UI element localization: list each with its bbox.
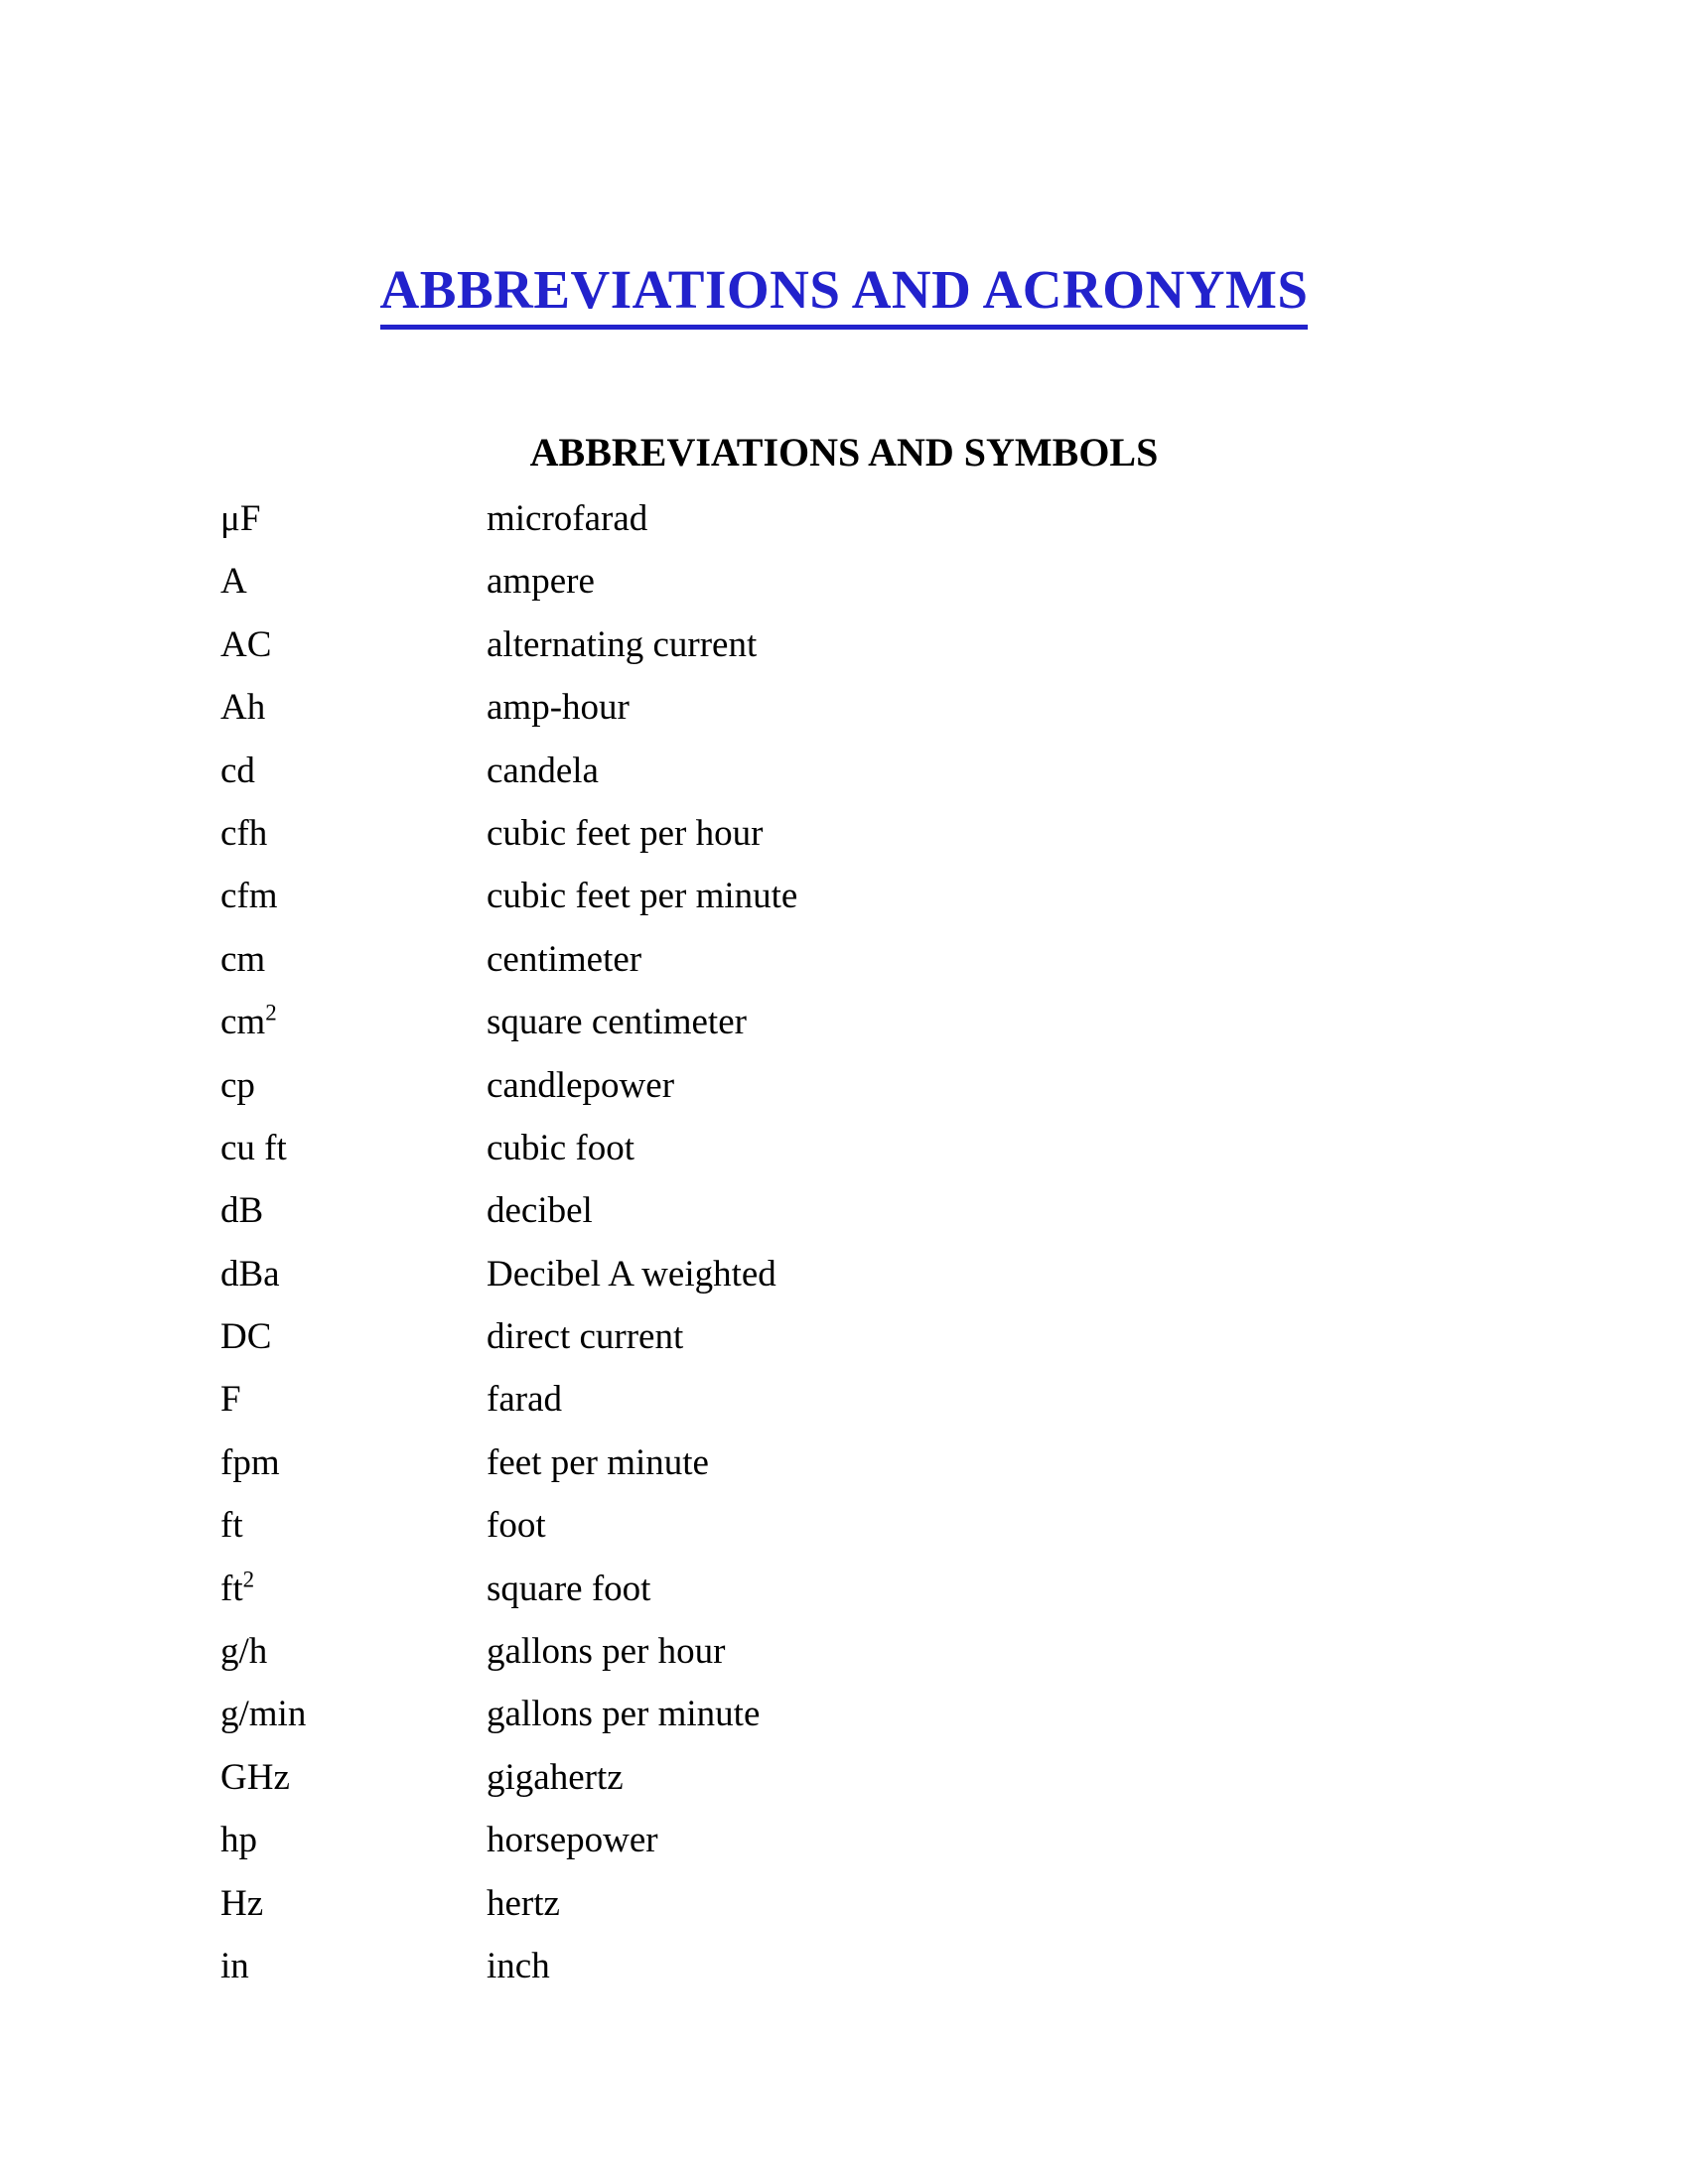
definition-text: alternating current xyxy=(487,623,758,665)
abbreviation-text: cu ft xyxy=(220,1127,287,1168)
abbreviation-label xyxy=(220,1117,487,1179)
list-item xyxy=(220,1935,1609,1997)
abbreviation-label xyxy=(220,1494,487,1557)
abbreviation-text: cfh xyxy=(220,812,268,854)
abbreviation-text: cm xyxy=(220,938,266,980)
abbreviation-label xyxy=(220,1243,487,1305)
list-item xyxy=(220,1432,1609,1494)
abbreviation-text: F xyxy=(220,1379,241,1421)
abbreviation-text: ft xyxy=(220,1568,243,1609)
abbreviation-text: cm xyxy=(220,1002,266,1043)
abbreviation-label xyxy=(220,550,487,613)
abbreviation-label xyxy=(220,1809,487,1871)
definition-text: inch xyxy=(487,1945,550,1986)
list-item xyxy=(220,1872,1609,1935)
definition-text: cubic feet per minute xyxy=(487,876,798,917)
abbreviation-text: dBa xyxy=(220,1253,280,1295)
definition-text: candlepower xyxy=(487,1064,675,1106)
definition-text: direct current xyxy=(487,1316,684,1358)
abbreviation-label xyxy=(220,1368,487,1431)
definition-text: decibel xyxy=(487,1190,593,1232)
abbrev-list xyxy=(220,487,1609,1997)
definition-text: feet per minute xyxy=(487,1441,709,1483)
definition-text: amp-hour xyxy=(487,687,630,729)
abbreviation-label xyxy=(220,991,487,1053)
list-item xyxy=(220,1746,1609,1809)
list-item xyxy=(220,802,1609,865)
definition-text: centimeter xyxy=(487,938,642,980)
list-item xyxy=(220,740,1609,802)
list-item xyxy=(220,1368,1609,1431)
abbreviation-label xyxy=(220,928,487,991)
abbreviation-label xyxy=(220,1620,487,1683)
abbreviation-text: cp xyxy=(220,1064,255,1106)
list-item xyxy=(220,487,1609,550)
list-item xyxy=(220,1620,1609,1683)
abbreviation-text: DC xyxy=(220,1316,272,1358)
list-item xyxy=(220,1054,1609,1117)
abbreviation-text: AC xyxy=(220,623,272,665)
abbreviation-label xyxy=(220,614,487,676)
abbreviation-text: g/min xyxy=(220,1694,307,1735)
abbreviation-label xyxy=(220,1683,487,1745)
abbreviation-text: g/h xyxy=(220,1631,268,1673)
abbreviation-label xyxy=(220,1935,487,1997)
title-row xyxy=(0,257,1688,330)
list-item xyxy=(220,928,1609,991)
definition-text: ampere xyxy=(487,561,595,603)
abbreviation-label xyxy=(220,1305,487,1368)
abbreviation-label xyxy=(220,676,487,739)
list-item xyxy=(220,1494,1609,1557)
definition-text: candela xyxy=(487,750,599,791)
abbreviation-text: Hz xyxy=(220,1882,264,1924)
definition-text: foot xyxy=(487,1505,546,1547)
list-item xyxy=(220,614,1609,676)
abbreviation-text: cd xyxy=(220,750,255,791)
list-item xyxy=(220,1305,1609,1368)
abbreviation-label xyxy=(220,1872,487,1935)
section-heading: ABBREVIATIONS AND SYMBOLS xyxy=(529,430,1159,475)
subtitle-row xyxy=(0,429,1688,477)
definition-text: square foot xyxy=(487,1568,651,1609)
abbreviation-superscript: 2 xyxy=(242,1567,255,1592)
abbreviation-text: ft xyxy=(220,1505,243,1547)
abbreviation-label xyxy=(220,1558,487,1620)
abbreviation-label xyxy=(220,487,487,550)
abbreviation-label xyxy=(220,1179,487,1242)
definition-text: cubic foot xyxy=(487,1127,634,1168)
definition-text: farad xyxy=(487,1379,562,1421)
list-item xyxy=(220,1683,1609,1745)
definition-text: gigahertz xyxy=(487,1756,624,1798)
definition-text: hertz xyxy=(487,1882,560,1924)
list-item xyxy=(220,991,1609,1053)
abbreviation-label xyxy=(220,1432,487,1494)
list-item xyxy=(220,1809,1609,1871)
list-item xyxy=(220,550,1609,613)
abbreviation-label xyxy=(220,1746,487,1809)
abbreviation-text: Ah xyxy=(220,687,266,729)
definition-text: gallons per minute xyxy=(487,1694,761,1735)
abbreviation-text: dB xyxy=(220,1190,264,1232)
abbreviation-text: GHz xyxy=(220,1756,290,1798)
list-item xyxy=(220,1179,1609,1242)
list-item xyxy=(220,676,1609,739)
definition-text: square centimeter xyxy=(487,1002,747,1043)
document-title-link[interactable]: ABBREVIATIONS AND ACRONYMS xyxy=(380,257,1309,330)
abbreviation-text: fpm xyxy=(220,1441,280,1483)
definition-text: horsepower xyxy=(487,1820,658,1861)
list-item xyxy=(220,865,1609,927)
definition-text: cubic feet per hour xyxy=(487,812,764,854)
definition-text: Decibel A weighted xyxy=(487,1253,776,1295)
list-item xyxy=(220,1558,1609,1620)
abbreviation-label xyxy=(220,865,487,927)
definition-text: gallons per hour xyxy=(487,1631,726,1673)
abbreviation-label xyxy=(220,1054,487,1117)
abbreviation-text: cfm xyxy=(220,876,278,917)
abbreviation-text: A xyxy=(220,561,247,603)
abbreviation-text: hp xyxy=(220,1820,257,1861)
abbreviation-label xyxy=(220,802,487,865)
definition-text: microfarad xyxy=(487,498,648,539)
abbreviation-label xyxy=(220,740,487,802)
abbreviation-superscript: 2 xyxy=(265,1000,277,1025)
abbreviation-text: μF xyxy=(220,498,261,539)
abbreviation-text: in xyxy=(220,1945,249,1986)
list-item xyxy=(220,1117,1609,1179)
list-item xyxy=(220,1243,1609,1305)
